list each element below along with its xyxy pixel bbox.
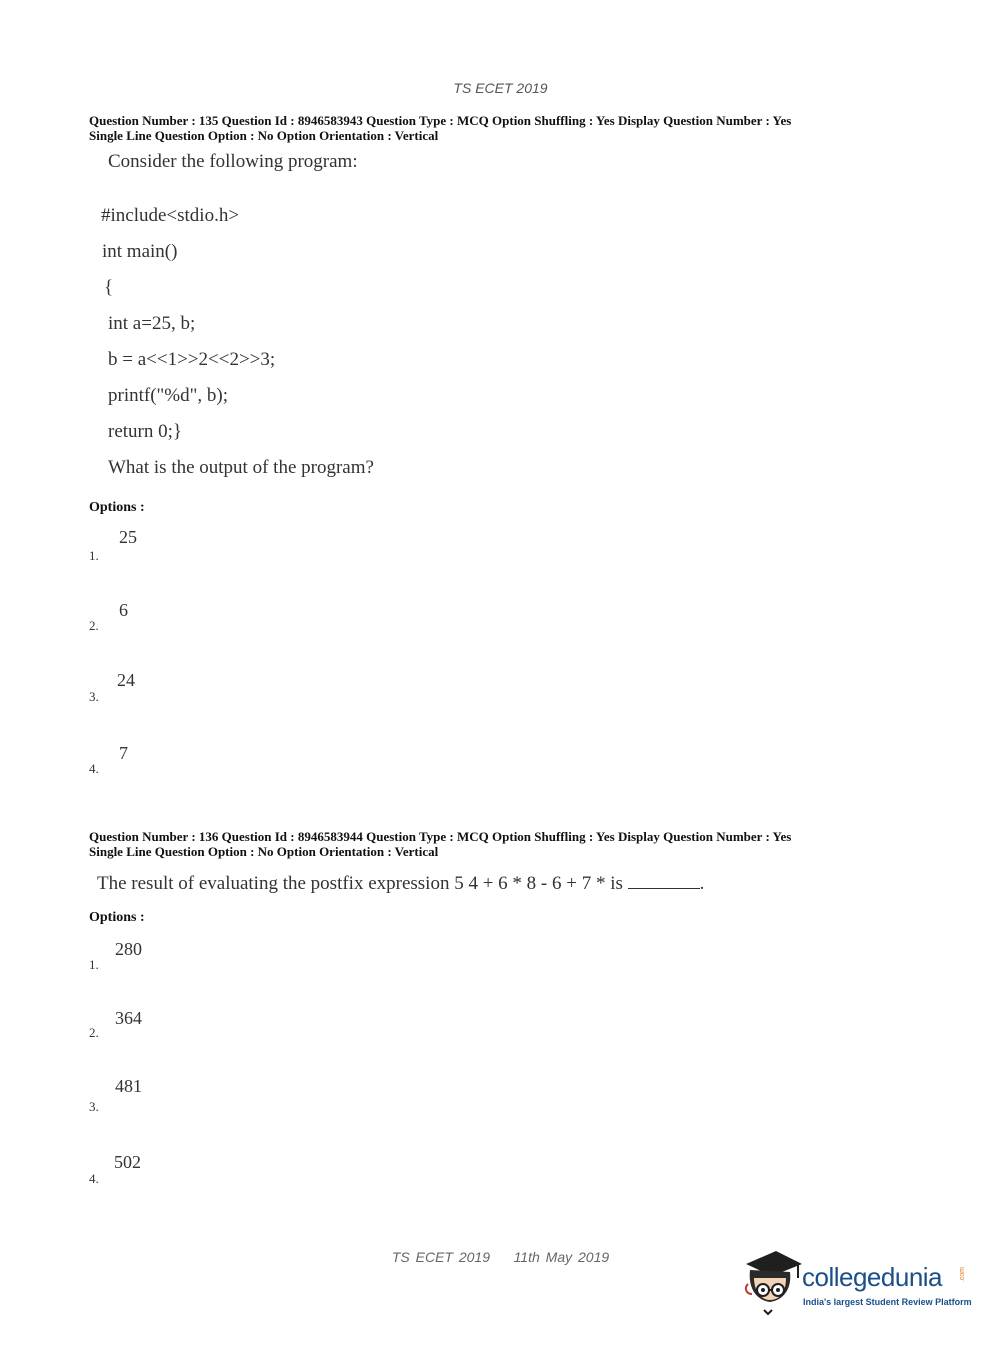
question-135-meta-line1: Question Number : 135 Question Id : 8946583943 Question Type : MCQ Option Shuffling : Yes Display Question Number : Yes — [89, 113, 792, 128]
code-line-return: return 0;} — [108, 421, 183, 442]
question-136-meta-line1: Question Number : 136 Question Id : 8946583944 Question Type : MCQ Option Shuffling : Yes Display Question Number : Yes — [89, 829, 792, 844]
logo-domain-suffix: .com — [959, 1267, 966, 1283]
code-line-shift-expression: b = a<<1>>2<<2>>3; — [108, 349, 276, 370]
question-136-option-2-number: 2. — [89, 1025, 99, 1040]
code-line-main: int main() — [102, 241, 178, 262]
question-136-option-4-value[interactable]: 502 — [114, 1152, 141, 1172]
question-135-intro: Consider the following program: — [108, 151, 358, 172]
page-header-title: TS ECET 2019 — [453, 80, 548, 96]
student-mascot-icon — [742, 1248, 804, 1320]
footer-exam: TS ECET 2019 — [391, 1249, 490, 1265]
question-136-option-4-number: 4. — [89, 1171, 99, 1186]
collegedunia-logo — [742, 1248, 972, 1320]
question-136-option-3-value[interactable]: 481 — [115, 1076, 142, 1096]
question-136-meta-line2: Single Line Question Option : No Option Orientation : Vertical — [89, 844, 439, 859]
code-line-printf: printf("%d", b); — [108, 385, 228, 406]
code-line-declaration: int a=25, b; — [108, 313, 196, 334]
question-136-options-label: Options : — [89, 910, 145, 925]
question-136-option-3-number: 3. — [89, 1099, 99, 1114]
question-135-option-4-value[interactable]: 7 — [119, 743, 128, 763]
question-135-prompt: What is the output of the program? — [108, 457, 374, 478]
answer-blank — [628, 872, 700, 889]
question-135-option-4-number: 4. — [89, 761, 99, 776]
question-136-statement: The result of evaluating the postfix expression 5 4 + 6 * 8 - 6 + 7 * is — [97, 873, 623, 894]
footer-date: 11th May 2019 — [513, 1249, 610, 1265]
question-135-option-1-number: 1. — [89, 548, 99, 563]
logo-tagline: India's largest Student Review Platform — [803, 1297, 972, 1307]
code-line-open-brace: { — [104, 277, 114, 298]
question-135-options-label: Options : — [89, 500, 145, 515]
question-135-option-2-value[interactable]: 6 — [119, 600, 128, 620]
question-136-option-2-value[interactable]: 364 — [115, 1008, 142, 1028]
question-136-option-1-number: 1. — [89, 957, 99, 972]
code-line-include: #include<stdio.h> — [101, 205, 240, 226]
question-135-option-3-value[interactable]: 24 — [117, 670, 135, 690]
question-136-text-end: . — [699, 873, 705, 894]
question-135-option-3-number: 3. — [89, 689, 99, 704]
question-135-option-2-number: 2. — [89, 618, 99, 633]
question-135-option-1-value[interactable]: 25 — [119, 527, 137, 547]
question-136-option-1-value[interactable]: 280 — [115, 939, 142, 959]
logo-brand-name: collegedunia — [802, 1262, 943, 1292]
question-136-text — [97, 872, 704, 895]
question-135-meta-line2: Single Line Question Option : No Option Orientation : Vertical — [89, 128, 439, 143]
